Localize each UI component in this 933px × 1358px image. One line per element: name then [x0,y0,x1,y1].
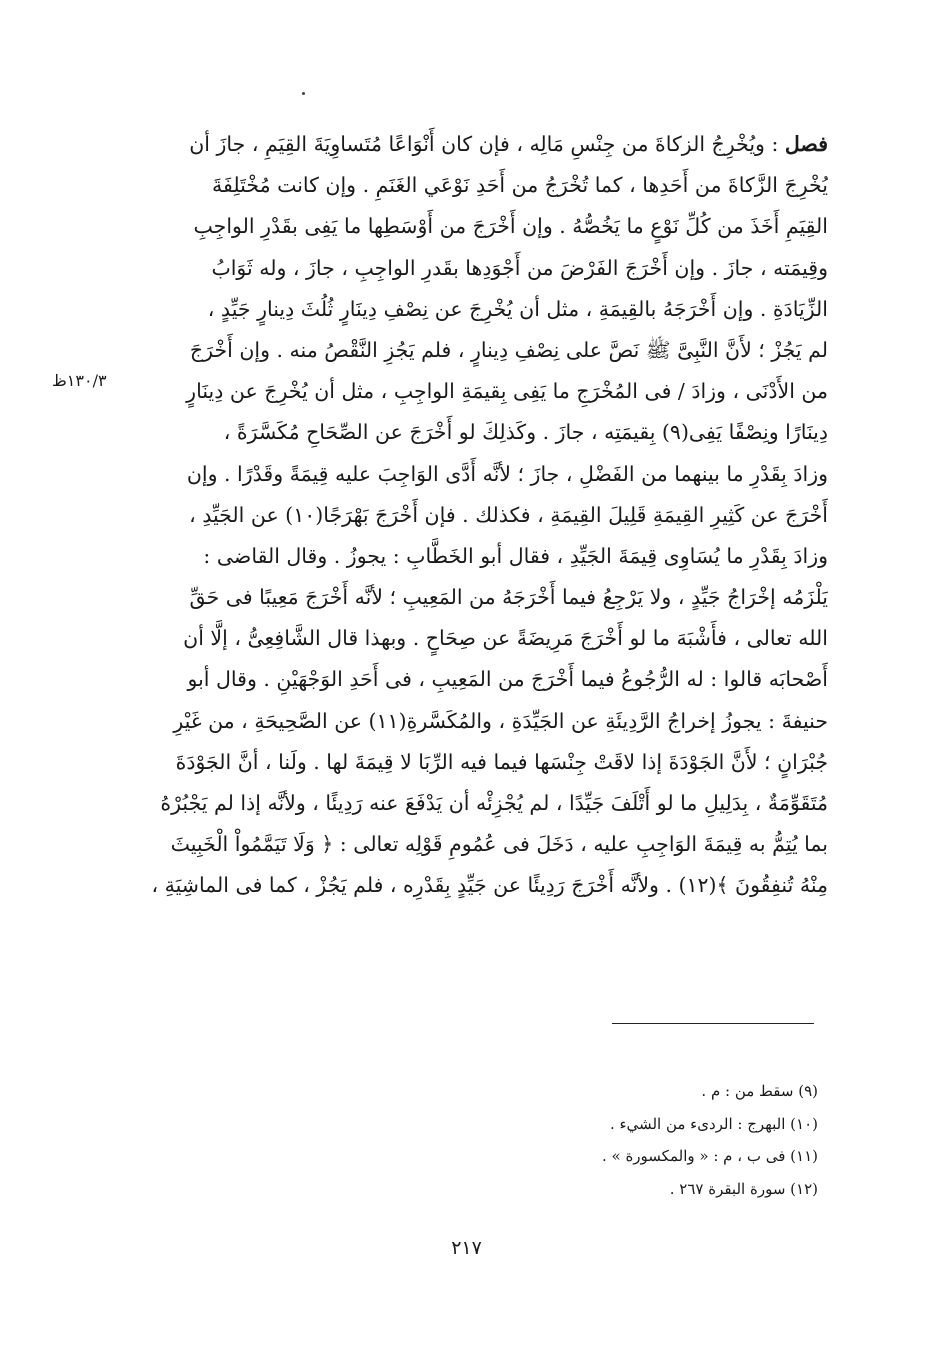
text-line: حنيفةَ : يجوزُ إخراجُ الرَّدِيئَةِ عن الجَيِّدَةِ ، والمُكَسَّرةِ(١١) عن الصَّحِيحَةِ ، من غَيْرِ [173,708,828,733]
text-line: لم يَجُزْ ؛ لأَنَّ النَّبِىَّ ﷺ نَصَّ على نِصْفِ دِينارٍ ، فلم يَجُزِ النَّقْصُ منه . وإن أَخْرَجَ [189,337,828,362]
text-line: بما يُتِمُّ به قِيمَةَ الوَاجِبِ عليه ، دَخَلَ فى عُمُومِ قَوْلِه تعالى : ﴿ وَلَا تَيَمَّمُواْ الْخَبِيثَ [170,832,828,857]
main-text [120,124,828,907]
page-number: ٢١٧ [451,1237,482,1259]
text-line: يَلْزَمُه إخْرَاجُ جَيِّدٍ ، ولا يَرْجِعُ فيما أَخْرَجَهُ من المَعِيبِ ؛ لأنَّه أَخْرَجَ مَعِيبًا فى حَقِّ [189,585,828,610]
footnote: (١٠) البهرج : الردىء من الشيء . [609,1114,818,1133]
page-speck [302,92,305,95]
text-line: أَخْرَجَ عن كَثِيرِ القِيمَةِ قَلِيلَ القِيمَةِ ، فكذلك . فإن أَخْرَجَ بَهْرَجًا(١٠) عن الجَيِّدِ ، [189,502,828,527]
footnote-separator [612,1023,814,1024]
text-line: وزادَ بِقَدْرِ ما يُسَاوِى قِيمَةَ الجَيِّدِ ، فقال أبو الخَطَّابِ : يجوزُ . وقال القاضى : [203,543,828,568]
footnote: (١١) فى ب ، م : « والمكسورة » . [601,1147,818,1165]
text-line: وقِيمَته ، جازَ . وإن أَخْرَجَ الفَرْضَ من أَجْوَدِها بقَدرِ الواجِبِ ، جازَ ، وله ثَوَابُ [211,255,828,280]
text-line: من الأَدْنَى ، وزادَ / فى المُخْرَجِ ما يَفِى بِقيمَةِ الواجِبِ ، مثل أن يُخْرِجَ عن دِينَارٍ [186,379,828,404]
footnotes [400,1075,818,1205]
text-line: القِيَمِ أَخَذَ من كُلِّ نَوْعٍ ما يَخُصُّهُ . وإن أَخْرَجَ من أَوْسَطِها ما يَفِى بقَدْرِ الواجِبِ [193,214,828,239]
text-line-1 [120,124,828,165]
text-line: مِنْهُ تُنفِقُونَ ﴾(١٢) . ولأنَّه أَخْرَجَ رَدِيئًا عن جَيِّدٍ بِقَدْرِه ، فلم يَجُزْ ، كما فى الماشِيَةِ ، [151,873,828,898]
text-line: دِينَارًا ونِصْفًا يَفِى(٩) بِقيمَتِه ، جازَ . وكَذلِكَ لو أَخْرَجَ عن الصِّحَاحِ مُكَسَّرَةً ، [223,420,828,445]
text-line: مُتَقَوِّمَةٌ ، بِدَلِيلِ ما لو أَتْلَفَ جَيِّدًا ، لم يُجْزِئْه أن يَدْفَعَ عنه رَدِيئًا ، ولأنَّه إذا لم يَجْبُرْهُ [160,791,828,815]
text-line: الزِّيَادَةِ . وإن أَخْرَجَهُ بالقِيمَةِ ، مثل أن يُخْرِجَ عن نِصْفِ دِينَارٍ ثُلُثَ دِينارٍ جَيِّدٍ ، [207,296,828,321]
manuscript-folio-reference: ١٣٠/٣ظ [52,371,107,390]
section-heading-word: فصل [784,132,828,156]
text-line: يُخْرِجَ الزَّكاةَ من أَحَدِها ، كما تُخْرَجُ من أَحَدِ نَوْعَي الغَنَمِ . وإن كانت مُخْتَلِفَةَ [212,173,828,198]
text-line: الله تعالى ، فأَشْبَهَ ما لو أَخْرَجَ مَرِيضَةً عن صِحَاحٍ . وبهذا قال الشَّافِعِىُّ ، إلَّا أن [183,626,828,651]
footnote: (١٢) سورة البقرة ٢٦٧ . [669,1179,818,1198]
text-line: وزادَ بِقَدْرِ ما بينهما من الفَضْلِ ، جازَ ؛ لأنَّه أَدَّى الوَاجِبَ عليه قِيمَةً وقَدْرًا . وإن [186,461,828,486]
footnote: (٩) سقط من : م . [701,1082,818,1100]
text-line: أَصْحابَه قالوا : له الرُّجُوعُ فيما أَخْرَجَ من المَعِيبِ ، فى أَحَدِ الوَجْهَيْنِ . وقال أبو [187,667,828,692]
first-line-text: : ويُخْرِجُ الزكاةَ من جِنْسِ مَالِه ، فإن كان أَنْوَاعًا مُتَساوِيَةَ القِيَمِ ، جازَ أن [189,132,779,156]
text-line: جُبْرَانٍ ؛ لأَنَّ الجَوْدَةَ إذا لاقَتْ جِنْسَها فيما فيه الرِّبَا لا قِيمَةَ لها . ولَنا ، أنَّ الجَوْدَةَ [175,749,828,774]
